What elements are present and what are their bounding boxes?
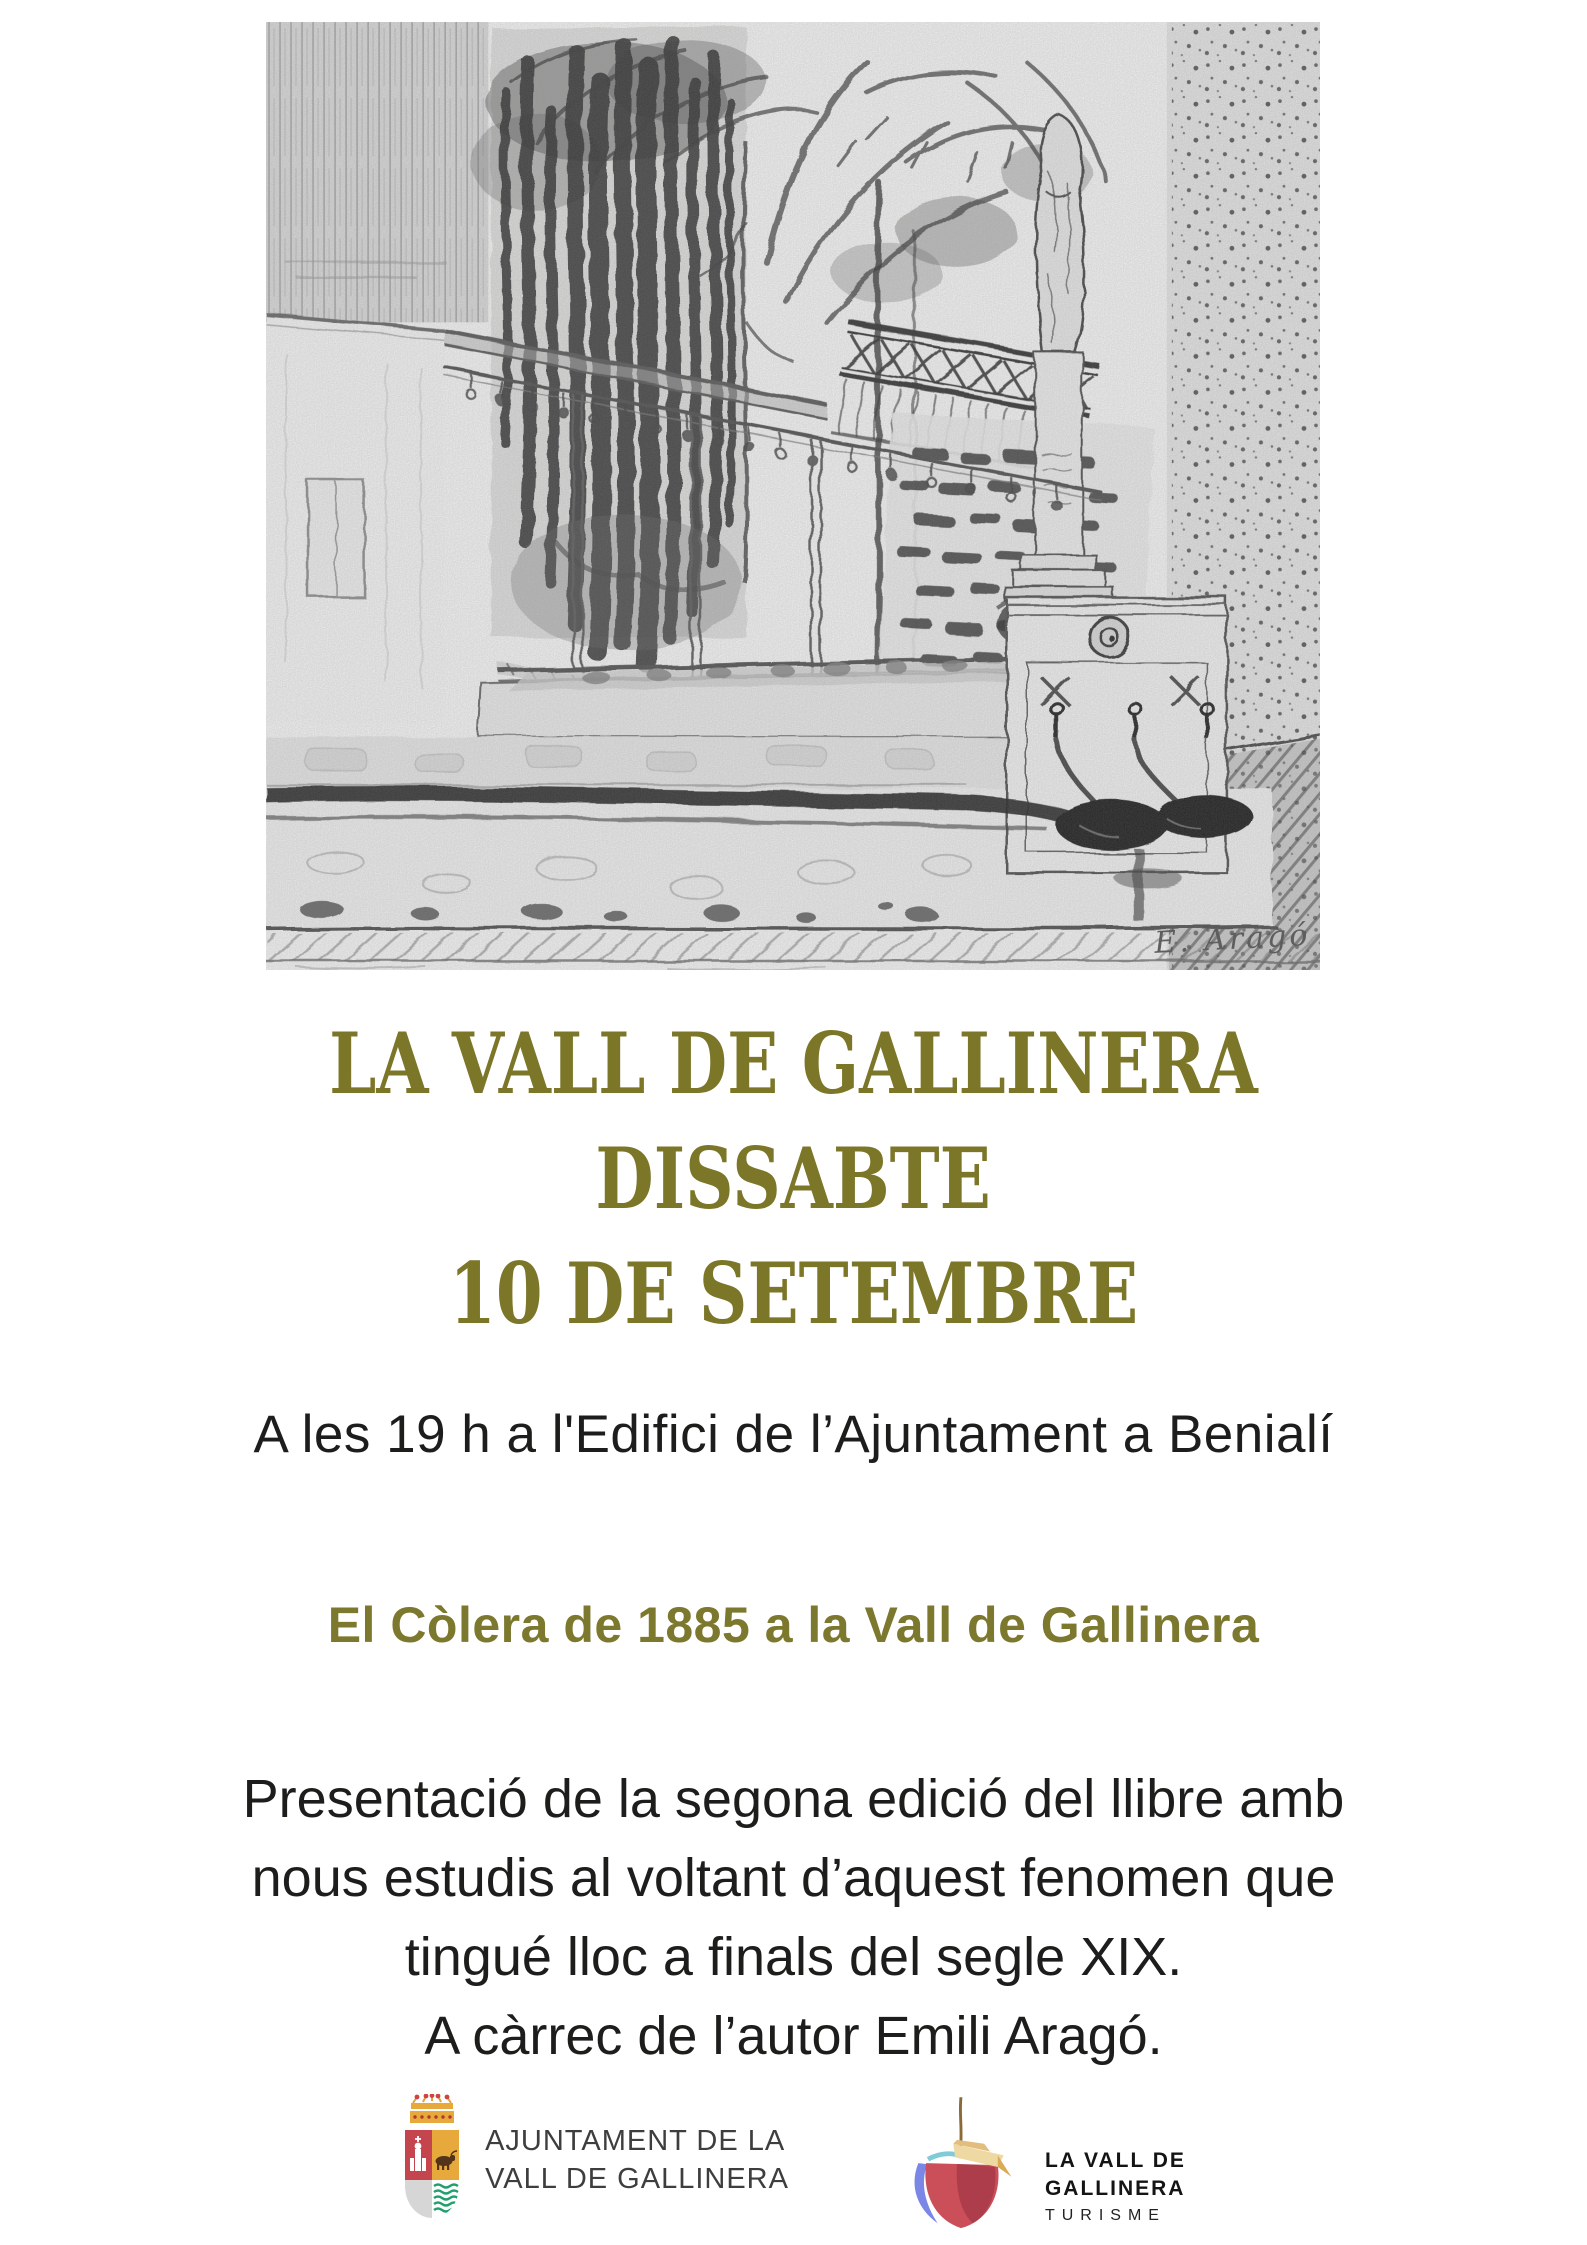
description-line: Presentació de la segona edició del llibre amb — [242, 1769, 1345, 1829]
poster-title — [0, 1006, 1587, 1351]
ajuntament-logo — [401, 2094, 789, 2226]
turisme-name-line2: GALLINERA — [1044, 2177, 1186, 2200]
turisme-name — [1045, 2107, 1186, 2229]
charcoal-drawing-fountain-beniali — [266, 22, 1320, 970]
description-line: nous estudis al voltant d’aquest fenomen que — [251, 1848, 1336, 1908]
title-line-day: DISSABTE — [595, 1129, 992, 1228]
event-time-place: A les 19 h a l'Edifici de l’Ajuntament a Benialí — [253, 1405, 1334, 1464]
title-line-place: LA VALL DE GALLINERA — [329, 1014, 1258, 1113]
turisme-name-line3: TURISME — [1044, 2207, 1166, 2224]
ajuntament-crest-icon — [401, 2094, 463, 2226]
crown-icon — [410, 2094, 454, 2123]
event-description — [0, 1760, 1587, 2076]
turisme-bowl-icon — [897, 2094, 1023, 2242]
title-line-date: 10 DE SETEMBRE — [448, 1244, 1139, 1343]
footer-logos — [0, 2094, 1587, 2242]
description-line: tingué lloc a finals del segle XIX. — [404, 1927, 1183, 1987]
ajuntament-name-line2: VALL DE GALLINERA — [485, 2163, 789, 2195]
drawing-canvas — [266, 22, 1320, 970]
turisme-logo — [897, 2094, 1186, 2242]
artist-signature: E. Aragó — [1153, 917, 1312, 961]
book-title: El Còlera de 1885 a la Vall de Gallinera — [327, 1597, 1260, 1653]
pencil-grain-overlay — [266, 22, 1320, 970]
description-line: A càrrec de l’autor Emili Aragó. — [424, 2006, 1163, 2066]
ajuntament-name — [485, 2122, 789, 2198]
ajuntament-name-line1: AJUNTAMENT DE LA — [485, 2125, 786, 2157]
turisme-name-line1: LA VALL DE — [1044, 2149, 1186, 2172]
